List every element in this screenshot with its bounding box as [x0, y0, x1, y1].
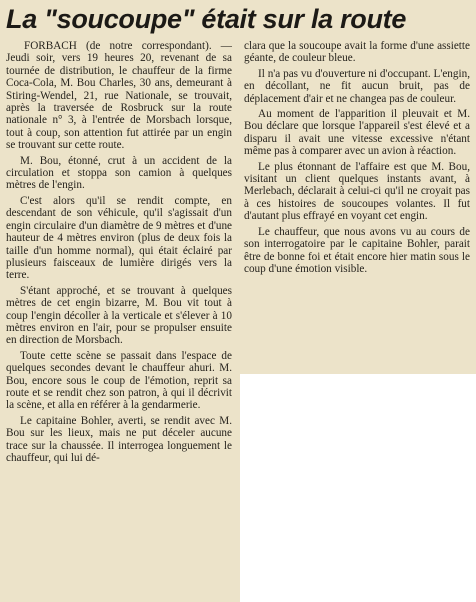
paragraph: C'est alors qu'il se rendit compte, en descendant de son véhicule, qu'il s'agissait d'un engin circulaire d'un diamètre de 9 mètres et d'une hauteur de 4 mètres environ (plus de deux fois la taille d'un homme normal), qui était éclairé par plusieurs faisceaux de lumière dirigés vers la terre.	[6, 194, 232, 282]
article-right-column	[244, 40, 470, 278]
article-left-column	[6, 40, 232, 467]
paragraph-continuation: clara que la soucoupe avait la forme d'une assiette géante, de couleur bleue.	[244, 40, 470, 65]
paragraph: Il n'a pas vu d'ouverture ni d'occupant. L'engin, en décollant, ne fit aucun bruit, pas de déplacement d'air et ne changea pas de couleur.	[244, 67, 470, 105]
paragraph: S'étant approché, et se trouvant à quelques mètres de cet engin bizarre, M. Bou vit tout à coup l'engin décoller à la verticale et s'élever à 10 mètres environ en l'air, pour se propulser ensuite en direction de Morsbach.	[6, 284, 232, 347]
paragraph: Le capitaine Bohler, averti, se rendit avec M. Bou sur les lieux, mais ne put déceler aucune trace sur la chaussée. Il interrogea longuement le chauffeur, qui lui dé-	[6, 414, 232, 464]
paragraph: Le plus étonnant de l'affaire est que M. Bou, visitant un client quelques instants avant, à Merlebach, déclarait à celui-ci qu'il ne croyait pas à ces histoires de soucoupes volantes. Il fut d'autant plus effrayé en voyant cet engin.	[244, 160, 470, 223]
paragraph: M. Bou, étonné, crut à un accident de la circulation et stoppa son camion à quelques mètres de l'engin.	[6, 154, 232, 192]
paragraph: Toute cette scène se passait dans l'espace de quelques secondes devant le chauffeur ahuri. M. Bou, encore sous le coup de l'émotion, reprit sa route et se rendit chez son patron, à qui il décrivit la scène, et alla en référer à la gendarmerie.	[6, 349, 232, 412]
blank-page-area	[240, 374, 476, 602]
paragraph: Le chauffeur, que nous avons vu au cours de son interrogatoire par le capitaine Bohler, parait être de bonne foi et était encore hier matin sous le coup d'une émotion visible.	[244, 225, 470, 275]
paragraph-dateline: FORBACH (de notre correspondant). — Jeudi soir, vers 19 heures 20, revenant de sa tournée de distribution, le chauffeur de la firme Coca-Cola, M. Bou Charles, 30 ans, demeurant à Stiring-Wendel, 21, rue Nationale, se trouvait, après la traversée de Rosbruck sur la route nationale n° 3, à l'entrée de Morsbach lorsque, tout à coup, son attention fut attirée par un engin se trouvant sur cette route.	[6, 40, 232, 152]
paragraph: Au moment de l'apparition il pleuvait et M. Bou déclare que lorsque l'appareil s'est élevé et a disparu il avait une vitesse excessive n'étant même pas à comparer avec un avion à réaction.	[244, 108, 470, 158]
headline: La "soucoupe" était sur la route	[6, 4, 407, 34]
